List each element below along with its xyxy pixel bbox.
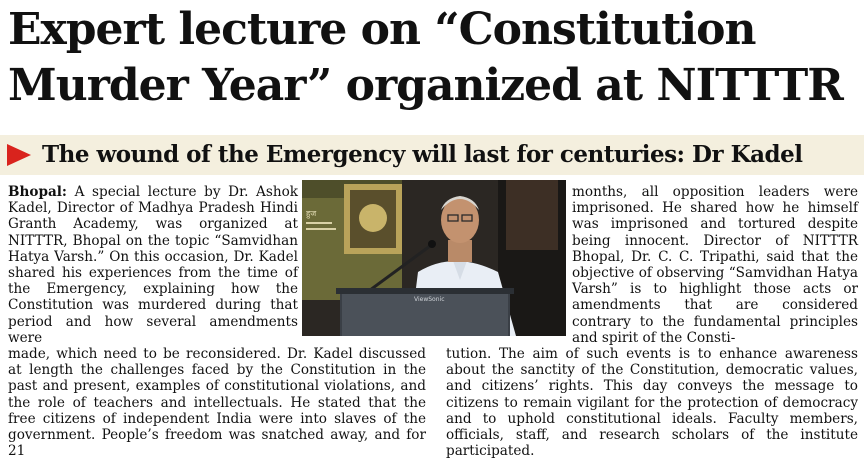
banner-text: हुज [306,209,317,218]
article-column-left [8,184,298,346]
speaker-photo-illustration [302,180,566,336]
article-text-bottom-left: made, which need to be reconsidered. Dr. Kadel discussed at length the challenges faced by the Constitution in the past and present, examples of constitutional violations, and the role of teachers and intellectuals. He stated that the free citizens of independent India were into slaves of the government. People’s freedom was snatched away, and for 21 [8,346,426,460]
article-text-bottom-right: tution. The aim of such events is to enhance awareness about the sanctity of the Constitution, democratic values, and citizens’ rights. This day conveys the message to citizens to remain vigilant for the protection of democracy and to uphold constitutional ideals. Faculty members, officials, staff, and research scholars of the institute participated. [446,346,858,460]
speaker-photo [302,180,566,336]
article-text-left: A special lecture by Dr. Ashok Kadel, Director of Madhya Pradesh Hindi Granth Academy, was organized at NITTTR, Bhopal on the topic “Samvidhan Hatya Varsh.” On this occasion, Dr. Kadel shared his experiences from the time of the Emergency, explaining how the Constitution was murdered during that period and how several amendments were [8,184,299,346]
dateline: Bhopal: [8,184,67,200]
article-column-right: months, all opposition leaders were imprisoned. He shared how he himself was imprisoned and tortured despite being innocent. Director of NITTTR Bhopal, Dr. C. C. Tripathi, said that the objective of observing “Samvidhan Hatya Varsh” is to highlight those acts or amendments that are considered contrary to the fundamental principles and spirit of the Consti- [572,184,858,346]
podium-brand-text: ViewSonic [414,296,445,303]
headline: Expert lecture on “Constitution Murder Year” organized at NITTTR [8,4,843,111]
red-arrow-icon [7,144,31,166]
subheadline-bar [0,135,864,175]
subheadline: The wound of the Emergency will last for centuries: Dr Kadel [42,141,803,168]
